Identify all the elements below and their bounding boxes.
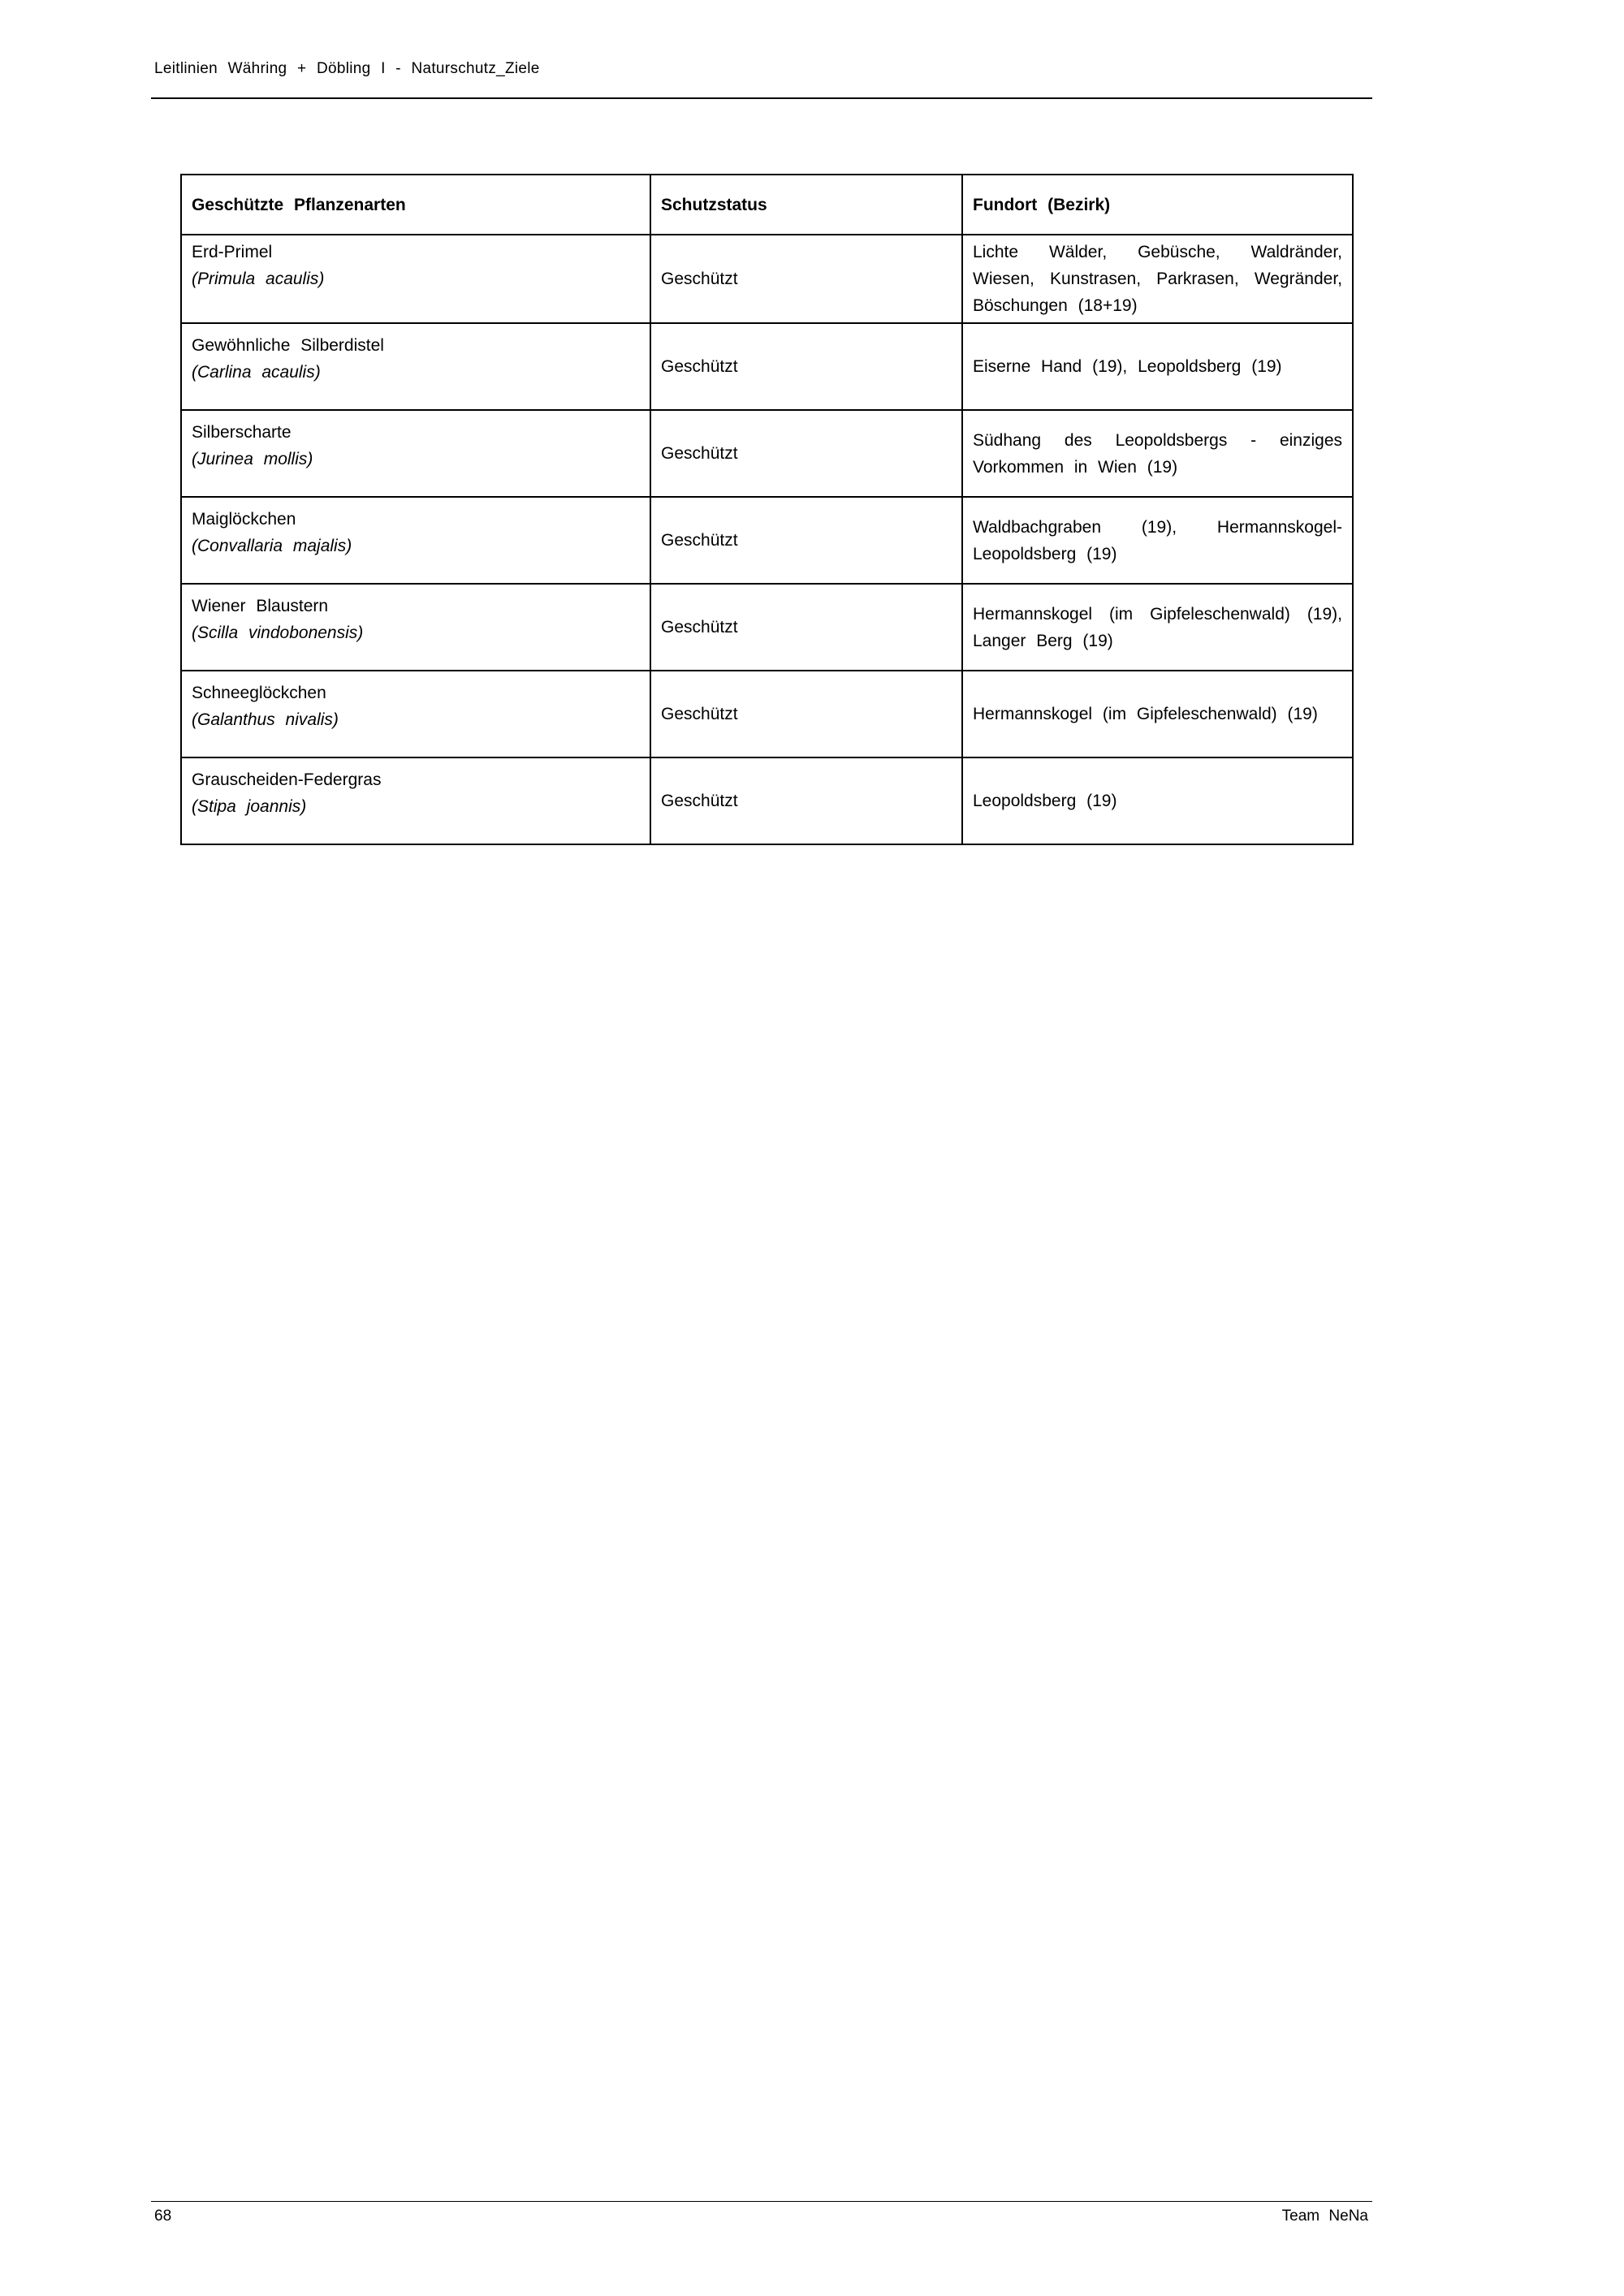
common-name: Gewöhnliche Silberdistel <box>192 336 384 355</box>
column-header-location: Fundort (Bezirk) <box>962 175 1353 235</box>
latin-name: (Stipa joannis) <box>192 797 307 816</box>
latin-name: (Carlina acaulis) <box>192 363 321 382</box>
species-cell <box>181 323 650 410</box>
table-row <box>181 671 1353 757</box>
status-cell: Geschützt <box>650 584 962 671</box>
species-cell <box>181 584 650 671</box>
latin-name: (Scilla vindobonensis) <box>192 624 364 642</box>
footer-divider <box>151 2201 1372 2202</box>
location-cell: Hermannskogel (im Gipfeleschenwald) (19), Langer Berg (19) <box>962 584 1353 671</box>
page-number: 68 <box>154 2208 172 2225</box>
status-cell: Geschützt <box>650 497 962 584</box>
common-name: Silberscharte <box>192 423 292 442</box>
status-cell: Geschützt <box>650 235 962 323</box>
running-header: Leitlinien Währing + Döbling I - Naturschutz_Ziele <box>154 60 540 77</box>
table-header-row <box>181 175 1353 235</box>
column-header-species: Geschützte Pflanzenarten <box>181 175 650 235</box>
table-row <box>181 757 1353 844</box>
species-cell <box>181 757 650 844</box>
latin-name: (Primula acaulis) <box>192 270 325 288</box>
table-row <box>181 584 1353 671</box>
location-cell: Waldbachgraben (19), Hermannskogel-Leopoldsberg (19) <box>962 497 1353 584</box>
location-cell: Leopoldsberg (19) <box>962 757 1353 844</box>
column-header-status: Schutzstatus <box>650 175 962 235</box>
status-cell: Geschützt <box>650 671 962 757</box>
location-cell: Eiserne Hand (19), Leopoldsberg (19) <box>962 323 1353 410</box>
common-name: Maiglöckchen <box>192 510 296 529</box>
species-cell <box>181 235 650 323</box>
protected-plants-table <box>180 174 1354 845</box>
common-name: Erd-Primel <box>192 243 273 261</box>
table-row <box>181 235 1353 323</box>
location-cell: Hermannskogel (im Gipfeleschenwald) (19) <box>962 671 1353 757</box>
table-row <box>181 323 1353 410</box>
header-divider <box>151 97 1372 99</box>
species-cell <box>181 671 650 757</box>
common-name: Wiener Blaustern <box>192 597 329 615</box>
latin-name: (Galanthus nivalis) <box>192 710 339 729</box>
table-row <box>181 497 1353 584</box>
status-cell: Geschützt <box>650 757 962 844</box>
footer-team-name: Team NeNa <box>1281 2208 1368 2225</box>
species-cell <box>181 410 650 497</box>
location-cell: Lichte Wälder, Gebüsche, Waldränder, Wiesen, Kunstrasen, Parkrasen, Wegränder, Böschungen (18+19) <box>962 235 1353 323</box>
common-name: Grauscheiden-Federgras <box>192 770 382 789</box>
latin-name: (Convallaria majalis) <box>192 537 352 555</box>
location-cell: Südhang des Leopoldsbergs - einziges Vorkommen in Wien (19) <box>962 410 1353 497</box>
common-name: Schneeglöckchen <box>192 684 326 702</box>
latin-name: (Jurinea mollis) <box>192 450 313 468</box>
table-row <box>181 410 1353 497</box>
status-cell: Geschützt <box>650 410 962 497</box>
status-cell: Geschützt <box>650 323 962 410</box>
species-cell <box>181 497 650 584</box>
